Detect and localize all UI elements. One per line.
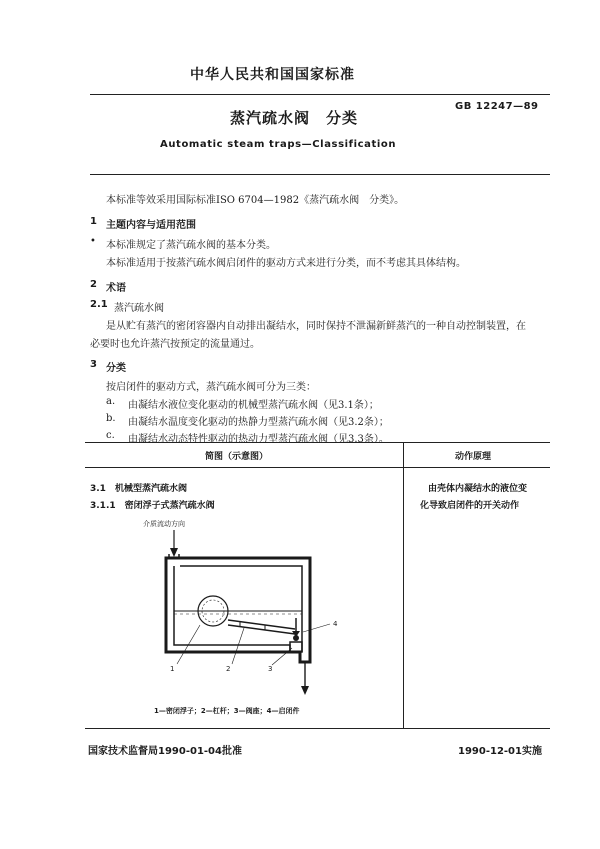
item-b-text: 由凝结水温度变化驱动的热静力型蒸汽疏水阀（见3.2条）；	[128, 417, 389, 428]
header-rule	[90, 94, 550, 95]
bullet-mark: •	[90, 236, 96, 247]
callout-3: 3	[268, 665, 273, 673]
inlet-arrow-head	[170, 548, 178, 557]
table-column-divider	[403, 442, 404, 728]
table-row-heading: 3.1 机械型蒸汽疏水阀	[90, 484, 187, 494]
section3-heading: 分类	[106, 363, 126, 374]
table-top-rule	[85, 442, 550, 443]
title-en: Automatic steam traps—Classification	[160, 139, 397, 150]
item-b-marker: b.	[106, 413, 116, 424]
lever-lower	[228, 625, 295, 634]
flow-direction-label: 介质流动方向	[143, 520, 185, 528]
callout-1: 1	[170, 665, 175, 673]
item-c-marker: c.	[106, 430, 115, 441]
section2-1-number: 2.1	[90, 299, 108, 310]
title-rule	[90, 174, 550, 175]
approval-text: 国家技术监督局1990-01-04批准	[88, 746, 242, 757]
table-bottom-rule	[85, 728, 550, 729]
section1-number: 1	[90, 216, 97, 227]
definition-line2: 必要时也允许蒸汽按预定的流量通过。	[90, 339, 260, 350]
item-c-text: 由凝结水动态特性驱动的热动力型蒸汽疏水阀（见3.3条）。	[128, 434, 389, 445]
intro-text: 本标准等效采用国际标准ISO 6704—1982《蒸汽疏水阀 分类》。	[106, 195, 405, 206]
section3-number: 3	[90, 359, 97, 370]
standard-number: GB 12247—89	[455, 101, 539, 112]
callout-2: 2	[226, 665, 231, 673]
section1-line1: 本标准规定了蒸汽疏水阀的基本分类。	[106, 240, 276, 251]
section2-1-heading: 蒸汽疏水阀	[114, 303, 164, 314]
section1-line2: 本标准适用于按蒸汽疏水阀启闭件的驱动方式来进行分类，而不考虑其具体结构。	[106, 258, 466, 269]
table-header-diagram: 简图（示意图）	[205, 452, 269, 462]
table-header-principle: 动作原理	[455, 452, 492, 462]
country-title: 中华人民共和国国家标准	[190, 67, 355, 83]
table-header-rule	[85, 467, 550, 468]
section1-heading: 主题内容与适用范围	[106, 220, 196, 231]
callout-4: 4	[333, 620, 338, 628]
table-row-subheading: 3.1.1 密闭浮子式蒸汽疏水阀	[90, 501, 215, 511]
title-cn: 蒸汽疏水阀 分类	[230, 109, 359, 127]
outlet-arrow-head	[301, 686, 309, 695]
principle-line1: 由壳体内凝结水的液位变	[428, 484, 528, 494]
section3-lead: 按启闭件的驱动方式，蒸汽疏水阀可分为三类：	[106, 382, 316, 393]
principle-line2: 化导致启闭件的开关动作	[420, 501, 520, 511]
definition-line1: 是从贮有蒸汽的密闭容器内自动排出凝结水，同时保持不泄漏新鲜蒸汽的一种自动控制装置，在	[106, 321, 526, 332]
lever-upper	[228, 620, 295, 629]
section2-number: 2	[90, 279, 97, 290]
implementation-text: 1990-12-01实施	[458, 746, 542, 757]
diagram-caption: 1—密闭浮子；2—杠杆；3—阀座；4—启闭件	[154, 707, 300, 715]
housing-inner	[174, 566, 302, 652]
section2-heading: 术语	[106, 283, 126, 294]
item-a-marker: a.	[106, 396, 116, 407]
item-a-text: 由凝结水液位变化驱动的机械型蒸汽疏水阀（见3.1条）；	[128, 400, 379, 411]
